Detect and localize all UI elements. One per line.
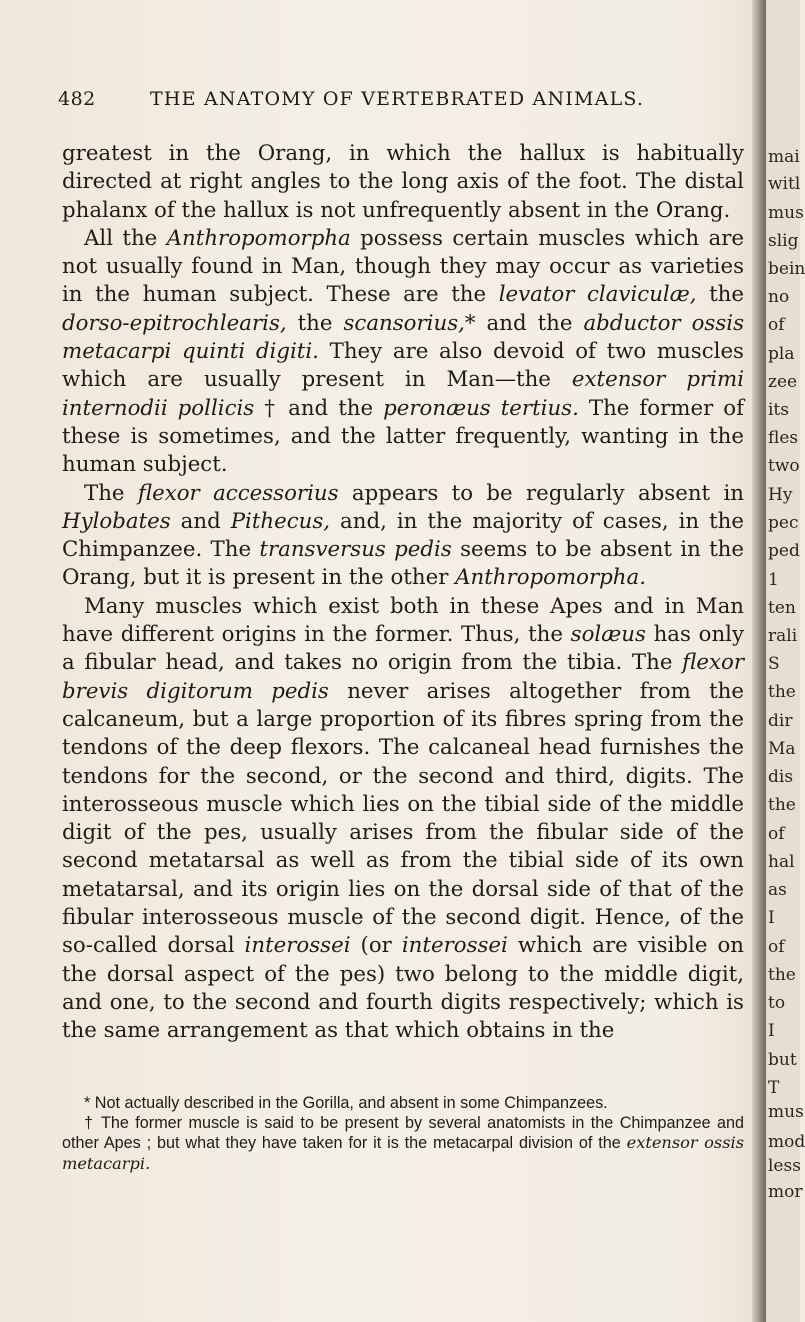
facing-page-fragment: no (768, 287, 790, 307)
italic-term: interossei (401, 933, 508, 959)
facing-page-fragment: pla (768, 344, 795, 364)
facing-page-fragment: the (768, 965, 796, 985)
facing-page-fragment: dir (768, 711, 793, 731)
facing-page-fragment: witl (768, 174, 801, 194)
text-run: * and the (464, 310, 584, 336)
text-run: seems to be absent in the Orang, but it is present in the other (62, 537, 744, 591)
italic-term: Hylobates (62, 508, 171, 534)
facing-page-fragment: I (768, 908, 775, 928)
italic-term: scansorius, (343, 310, 465, 336)
running-title: THE ANATOMY OF VERTEBRATED ANIMALS. (150, 88, 645, 110)
facing-page-fragment: pec (768, 513, 799, 533)
facing-page-fragment: of (768, 937, 785, 957)
running-header (58, 88, 740, 114)
paragraph-2 (62, 225, 744, 480)
facing-page-fragment: the (768, 682, 796, 702)
facing-page-fragment: mus (768, 203, 804, 223)
text-run: possess certain muscles which are not usually found in Man, though they may occur as varieties in the human subject. These are the (62, 225, 744, 308)
italic-term: Pithecus, (230, 508, 331, 534)
text-run: and (170, 508, 231, 534)
facing-page-fragment: 1 (768, 570, 779, 590)
text-run: greatest in the Orang, in which the hallux is habitually directed at right angles to the long axis of the foot. The distal phalanx of the hallux is not unfrequently absent in the Orang. (62, 141, 744, 223)
footnote-2 (62, 1113, 744, 1174)
italic-term: peronæus tertius. (383, 395, 579, 421)
italic-term: interossei (244, 933, 351, 959)
text-run: * Not actually described in the Gorilla, and absent in some Chimpanzees. (84, 1094, 608, 1112)
facing-page-fragment: mus (768, 1102, 804, 1122)
facing-page-fragment: mod (768, 1132, 805, 1152)
book-gutter (752, 0, 766, 1322)
text-run: They are also devoid of two muscles which are usually present in Man—the (62, 339, 744, 393)
facing-page-fragment: but (768, 1050, 797, 1070)
facing-page-fragment: of (768, 315, 785, 335)
footnote-1 (62, 1093, 744, 1113)
facing-page-edge (766, 0, 805, 1322)
text-run: Many muscles which exist both in these Apes and in Man have different origins in the former. Thus, the (62, 593, 744, 648)
italic-term: Anthropomorpha. (455, 565, 646, 591)
text-run: which are visible on the dorsal aspect of the pes) two belong to the middle digit, and one, to the second and fourth digits respectively; which is the same arrangement as that which obtains in the (62, 933, 744, 1044)
text-run: † The former muscle is said to be present by several anatomists in the Chimpanzee and other Apes ; but what they have taken for it is the metacarpal division of the (62, 1114, 744, 1153)
text-run: has only a fibular head, and takes no origin from the tibia. The (62, 622, 744, 676)
facing-page-fragment: hal (768, 852, 795, 872)
paragraph-4 (62, 593, 744, 1046)
text-run: The (84, 480, 138, 506)
italic-term: extensor ossis metacarpi. (62, 1133, 745, 1173)
italic-term: levator claviculæ, (498, 282, 697, 308)
facing-page-fragment: ten (768, 598, 796, 618)
page-number: 482 (58, 88, 96, 110)
italic-term: Anthropomorpha (166, 225, 351, 251)
facing-page-fragment: fles (768, 428, 799, 448)
facing-page-fragment: mor (768, 1182, 803, 1202)
facing-page-fragment: bein (768, 259, 805, 279)
facing-page-fragment: slig (768, 231, 799, 251)
italic-term: abductor ossis metacarpi quinti digiti. (62, 310, 745, 365)
facing-page-fragment: its (768, 400, 789, 420)
facing-page-fragment: zee (768, 372, 798, 392)
italic-term: dorso-epitrochlearis, (62, 310, 287, 336)
facing-page-fragment: Ma (768, 739, 796, 759)
facing-page-fragment: I (768, 1021, 775, 1041)
facing-page-fragment: ped (768, 541, 800, 561)
text-run: and, in the majority of cases, in the Chimpanzee. The (62, 508, 744, 563)
paragraph-3 (62, 480, 744, 593)
text-run: (or (350, 933, 402, 959)
text-run: The former of these is sometimes, and the latter frequently, wanting in the human subject. (62, 395, 745, 478)
footnotes (62, 1093, 744, 1174)
facing-page-fragment: less (768, 1156, 801, 1176)
facing-page-fragment: Hy (768, 485, 793, 505)
facing-page-fragment: the (768, 795, 796, 815)
facing-page-fragment: T (768, 1078, 780, 1098)
body-text (62, 140, 744, 1046)
italic-term: flexor accessorius (137, 480, 339, 506)
facing-page-fragment: rali (768, 626, 798, 646)
facing-page-fragment: two (768, 456, 800, 476)
text-run: † and the (254, 395, 384, 421)
facing-page-fragment: dis (768, 767, 794, 787)
text-run: appears to be regularly absent in (338, 480, 744, 506)
text-run: the (696, 282, 744, 308)
facing-page-fragment: to (768, 993, 786, 1013)
facing-page-fragment: S (768, 654, 780, 674)
text-run: the (286, 310, 344, 336)
facing-page-fragment: of (768, 824, 785, 844)
italic-term: flexor brevis digitorum pedis (62, 650, 744, 704)
italic-term: extensor primi internodii pollicis (62, 367, 745, 421)
paragraph-1 (62, 140, 744, 225)
italic-term: transversus pedis (259, 537, 452, 563)
facing-page-fragment: as (768, 880, 787, 900)
text-run: never arises altogether from the calcaneum, but a large proportion of its fibres spring from the tendons of the deep flexors. The calcaneal head furnishes the tendons for the second, or the second and third, digits. The interosseous muscle which lies on the tibial side of the middle digit of the pes, usually arises from the fibular side of the second metatarsal as well as from the tibial side of its own metatarsal, and its origin lies on the dorsal side of that of the fibular interosseous muscle of the second digit. Hence, of the so-called dorsal (62, 678, 745, 959)
italic-term: solæus (570, 622, 646, 648)
text-run: All the (84, 225, 167, 251)
facing-page-fragment: mai (768, 147, 800, 167)
